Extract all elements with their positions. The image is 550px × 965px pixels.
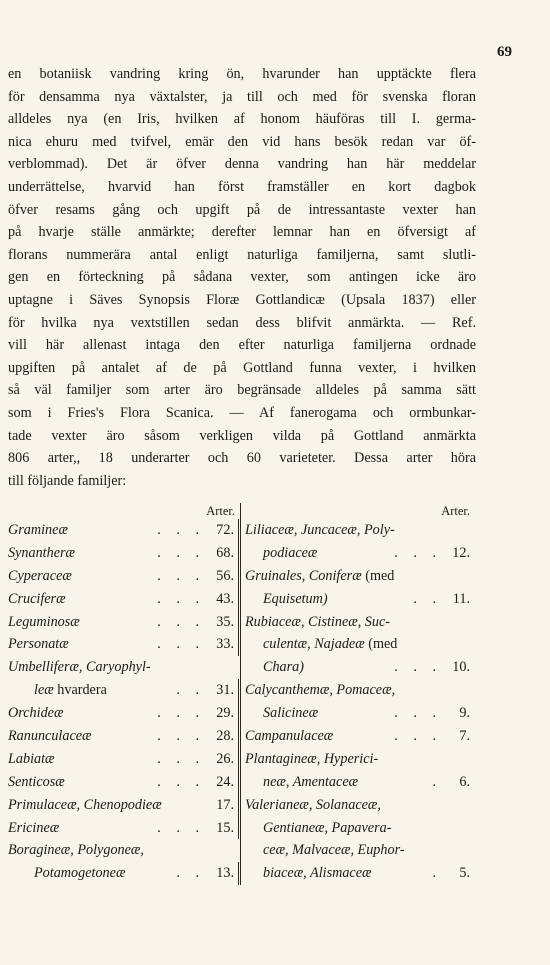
family-name [8,565,157,588]
table-row [8,839,239,862]
family-name [8,633,157,656]
family-name [8,611,157,634]
leader-dots: . . . [394,728,442,745]
column-header: Arter. [441,504,470,518]
family-name [8,588,157,611]
text-line: alldeles nya (en Iris, hvilken af honom häuföras till I. germa- [8,111,476,128]
text-line: 806 arter,, 18 underarter och 60 varieteter. Dessa arter höra [8,450,476,467]
family-name-text: Rubiaceæ, Cistineæ, Suc- [245,613,391,630]
text-line: florans nummerära antal enligt naturliga familjerna, samt slutli- [8,246,476,263]
species-count: 68. [207,542,239,565]
family-name-text: Ericineæ [8,819,60,836]
leader-dots: . . [413,590,442,607]
family-name [8,794,205,817]
family-name-text: Boragineæ, Polygoneæ, [8,842,144,859]
family-name [8,817,157,840]
family-name-text: culentæ, Najadeæ [263,636,365,653]
family-name-text: Liliaceæ, Juncaceæ, Poly- [245,522,395,538]
text-line: underrättelse, hvarvid han först framställer en kort dagbok [8,178,476,195]
species-count: 13. [207,862,239,885]
table-row [8,656,239,679]
table-left-column [8,503,239,885]
family-name-text: Synantheræ [8,544,75,561]
leader-dots: . . . [394,544,442,561]
table-row [8,748,239,771]
family-name-text: Gramineæ [8,522,68,538]
species-count: 17. [207,794,239,817]
table-right-column [240,503,474,885]
text-line: vill här allenast intaga den efter naturliga familjerna ordnade [8,337,476,354]
species-count: 29. [207,702,239,725]
table-row [8,633,239,656]
table-row [8,611,239,634]
text-line: gen en förteckning på sådana vexter, som antingen icke äro [8,269,476,286]
family-note: (med [364,636,398,653]
leader-dots: . [432,865,442,882]
table-row [245,794,474,817]
family-name-text: Umbelliferæ, Caryophyl- [8,659,151,676]
text-line: på hvarje ställe anmärkte; derefter lemnar han en öfversigt af [8,224,476,241]
text-line: för densamma nya växtalster, ja till och med för svenska floran [8,88,476,105]
family-name-text: ceæ, Malvaceæ, Euphor- [263,842,405,859]
text-line: nica ehuru med tvifvel, emär den vid hans besök redan var öf- [8,133,476,150]
family-name-text: leæ [34,682,54,699]
family-name-text: Gruinales, Coniferæ [245,567,362,584]
table-row [8,519,239,542]
table-row [245,702,474,725]
leader-dots: . . . [157,636,205,653]
leader-dots: . . . [157,728,205,745]
leader-dots: . . . [157,819,205,836]
table-row [245,565,474,588]
family-name-text: Chara) [263,659,304,676]
family-name-text: Potamogetoneæ [34,865,126,882]
family-name-text: biaceæ, Alismaceæ [263,865,372,882]
leader-dots: . . [176,682,205,699]
leader-dots: . . . [157,773,205,790]
family-name [245,542,394,565]
family-name [8,748,157,771]
family-name [8,725,157,748]
page-number: 69 [497,44,512,60]
family-name [245,611,442,634]
text-line: som i Fries's Flora Scanica. — Af fanerogama och ormbunkar- [8,404,476,421]
table-row [8,542,239,565]
family-name-text: podiaceæ [263,544,318,561]
body-paragraph [8,63,476,492]
leader-dots: . . . [157,590,205,607]
family-note: (med [361,567,395,584]
leader-dots: . . . [157,522,205,538]
family-name-text: Senticosæ [8,773,65,790]
family-name [8,542,157,565]
table-row [245,588,474,611]
family-name-text: Leguminosæ [8,613,80,630]
family-name-text: Cyperaceæ [8,567,72,584]
family-name-text: Calycanthemæ, Pomaceæ, [245,682,396,699]
family-name-text: Ranunculaceæ [8,728,92,745]
table-row [245,771,474,794]
table-row [8,771,239,794]
family-name-text: Orchideæ [8,705,64,722]
family-name [8,862,176,885]
leader-dots: . . . [394,659,442,676]
family-name-text: Equisetum) [263,590,328,607]
text-line: verblommad). Det är öfver denna vandring han här meddelar [8,156,476,173]
species-count: 24. [207,771,239,794]
species-count: 28. [207,725,239,748]
table-row [245,817,474,840]
family-name [8,519,157,542]
text-line: en botaniisk vandring kring ön, hvarunder han upptäckte flera [8,66,476,82]
leader-dots: . . . [394,705,442,722]
family-name [245,679,442,702]
text-line: uptagne i Säves Synopsis Floræ Gottlandicæ (Upsala 1837) eller [8,291,476,308]
text-line: för hvilka nya vextstillen sedan dess blifvit anmärkta. — Ref. [8,314,476,331]
table-row [8,725,239,748]
species-count: 43. [207,588,239,611]
leader-dots: . [432,773,442,790]
table-row [8,862,239,885]
family-name-text: Labiatæ [8,750,55,767]
family-name-text: Salicineæ [263,705,319,722]
table-row [8,565,239,588]
species-count: 9. [459,705,470,722]
table-row [245,725,474,748]
family-name-text: neæ, Amentaceæ [263,773,359,790]
species-count: 11. [452,590,470,607]
leader-dots: . . . [157,750,205,767]
species-count: 35. [207,611,239,634]
leader-dots: . . [176,865,205,882]
family-name [8,679,176,702]
family-name-text: Plantagineæ, Hyperici- [245,750,379,767]
table-row [245,656,474,679]
species-count: 33. [207,633,239,656]
species-count: 56. [207,565,239,588]
family-name [8,702,157,725]
family-name [245,794,442,817]
family-name [245,748,442,771]
table-row [245,542,474,565]
species-count: 26. [207,748,239,771]
leader-dots: . . . [157,613,205,630]
species-count: 6. [459,773,470,790]
family-name-text: Gentianeæ, Papavera- [263,819,392,836]
table-row [245,633,474,656]
species-count: 31. [207,679,239,702]
family-name-text: Valerianeæ, Solanaceæ, [245,796,381,813]
family-name [245,633,442,656]
species-count: 7. [459,728,470,745]
table-row [245,611,474,634]
family-name [245,702,394,725]
leader-dots: . . . [157,544,205,561]
family-name-text: Cruciferæ [8,590,66,607]
table-row [245,748,474,771]
species-count: 12. [452,544,470,561]
family-name [8,656,205,679]
species-count: 10. [452,659,470,676]
leader-dots: . . . [157,567,205,584]
family-name [8,839,205,862]
family-name [245,862,432,885]
family-name [245,817,442,840]
table-row [8,679,239,702]
text-line: så väl familjer som arter äro begränsade alldeles på samma sätt [8,382,476,399]
family-name [245,656,394,679]
text-line: öfver resams gång och upgift på de intressantaste vexter han [8,201,476,218]
family-name [8,771,157,794]
table-row [245,862,474,885]
species-count: 15. [207,817,239,840]
family-name [245,565,442,588]
column-header: Arter. [206,504,235,518]
table-row [8,702,239,725]
text-line: upgiften på antalet af de på Gottland funna vexter, i hvilken [8,359,476,376]
table-row [8,817,239,840]
table-row [8,588,239,611]
text-line: till följande familjer: [8,472,127,489]
family-name [245,839,442,862]
table-row [245,679,474,702]
leader-dots: . . . [157,705,205,722]
family-name-text: Personatæ [8,636,69,653]
family-name-text: Campanulaceæ [245,728,334,745]
family-name [245,725,394,748]
family-note: hvardera [53,682,107,699]
family-name [245,519,442,542]
family-name [245,588,413,611]
table-row [245,839,474,862]
species-count: 5. [459,865,470,882]
text-line: tade vexter äro såsom verkligen vilda på Gottland anmärkta [8,427,476,444]
family-name-text: Primulaceæ, Chenopodieæ [8,796,162,813]
family-name [245,771,432,794]
species-count: 72. [207,519,239,542]
table-row [8,794,239,817]
table-row [245,519,474,542]
